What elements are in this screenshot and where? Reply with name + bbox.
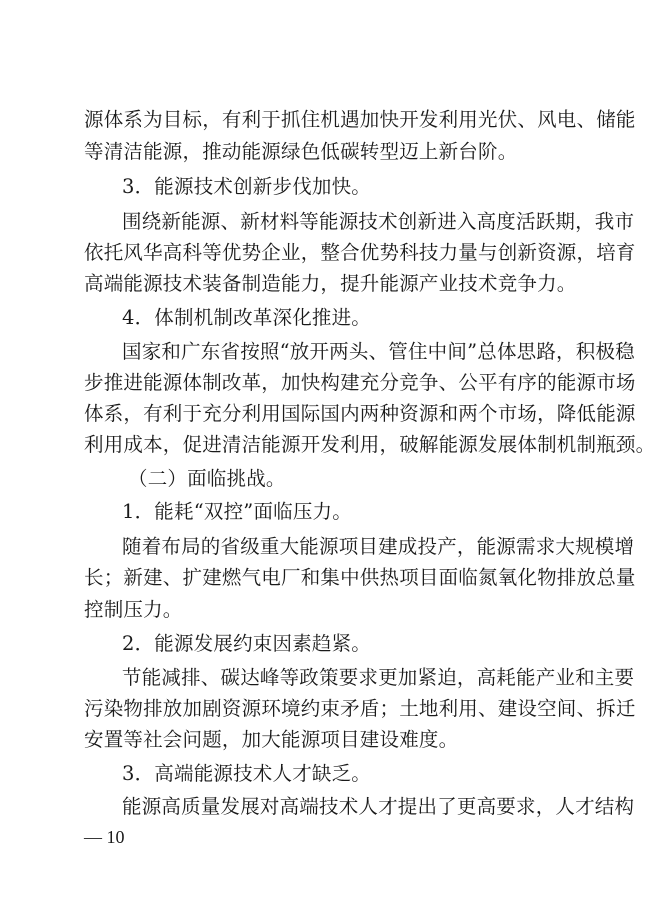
paragraph-line: 控制压力。 xyxy=(84,598,183,621)
paragraph-line: 长；新建、扩建燃气电厂和集中供热项目面临氮氧化物排放总量 xyxy=(84,566,636,589)
paragraph-line: 源体系为目标，有利于抓住机遇加快开发利用光伏、风电、储能 xyxy=(84,108,636,131)
paragraph-line: 步推进能源体制改革，加快构建充分竞争、公平有序的能源市场 xyxy=(84,371,636,394)
section-heading: 3．能源技术创新步伐加快。 xyxy=(122,175,372,198)
paragraph-line: 围绕新能源、新材料等能源技术创新进入高度活跃期，我市 xyxy=(122,210,635,233)
paragraph-line: 能源高质量发展对高端技术人才提出了更高要求，人才结构 xyxy=(122,795,635,818)
paragraph-line: 高端能源技术装备制造能力，提升能源产业技术竞争力。 xyxy=(84,272,577,295)
paragraph-line: 依托风华高科等优势企业，整合优势科技力量与创新资源，培育 xyxy=(84,241,636,264)
section-heading: 2．能源发展约束因素趋紧。 xyxy=(122,632,372,655)
paragraph-line: 节能减排、碳达峰等政策要求更加紧迫，高耗能产业和主要 xyxy=(122,666,635,689)
paragraph-line: 污染物排放加剧资源环境约束矛盾；土地利用、建设空间、拆迁 xyxy=(84,697,636,720)
page-number: — 10 xyxy=(84,827,125,847)
paragraph-line: 等清洁能源，推动能源绿色低碳转型迈上新台阶。 xyxy=(84,140,518,163)
section-heading: 3．高端能源技术人才缺乏。 xyxy=(122,762,372,785)
section-heading: 4．体制机制改革深化推进。 xyxy=(122,306,372,329)
paragraph-line: 利用成本，促进清洁能源开发利用，破解能源发展体制机制瓶颈。 xyxy=(84,433,655,456)
paragraph-line: 国家和广东省按照“放开两头、管住中间”总体思路，积极稳 xyxy=(122,340,635,363)
paragraph-line: 随着布局的省级重大能源项目建成投产，能源需求大规模增 xyxy=(122,535,635,558)
section-heading: 1．能耗“双控”面临压力。 xyxy=(122,500,352,523)
paragraph-line: 体系，有利于充分利用国际国内两种资源和两个市场，降低能源 xyxy=(84,402,636,425)
paragraph-line: 安置等社会问题，加大能源项目建设难度。 xyxy=(84,728,459,751)
subsection-heading: （二）面临挑战。 xyxy=(128,467,286,490)
